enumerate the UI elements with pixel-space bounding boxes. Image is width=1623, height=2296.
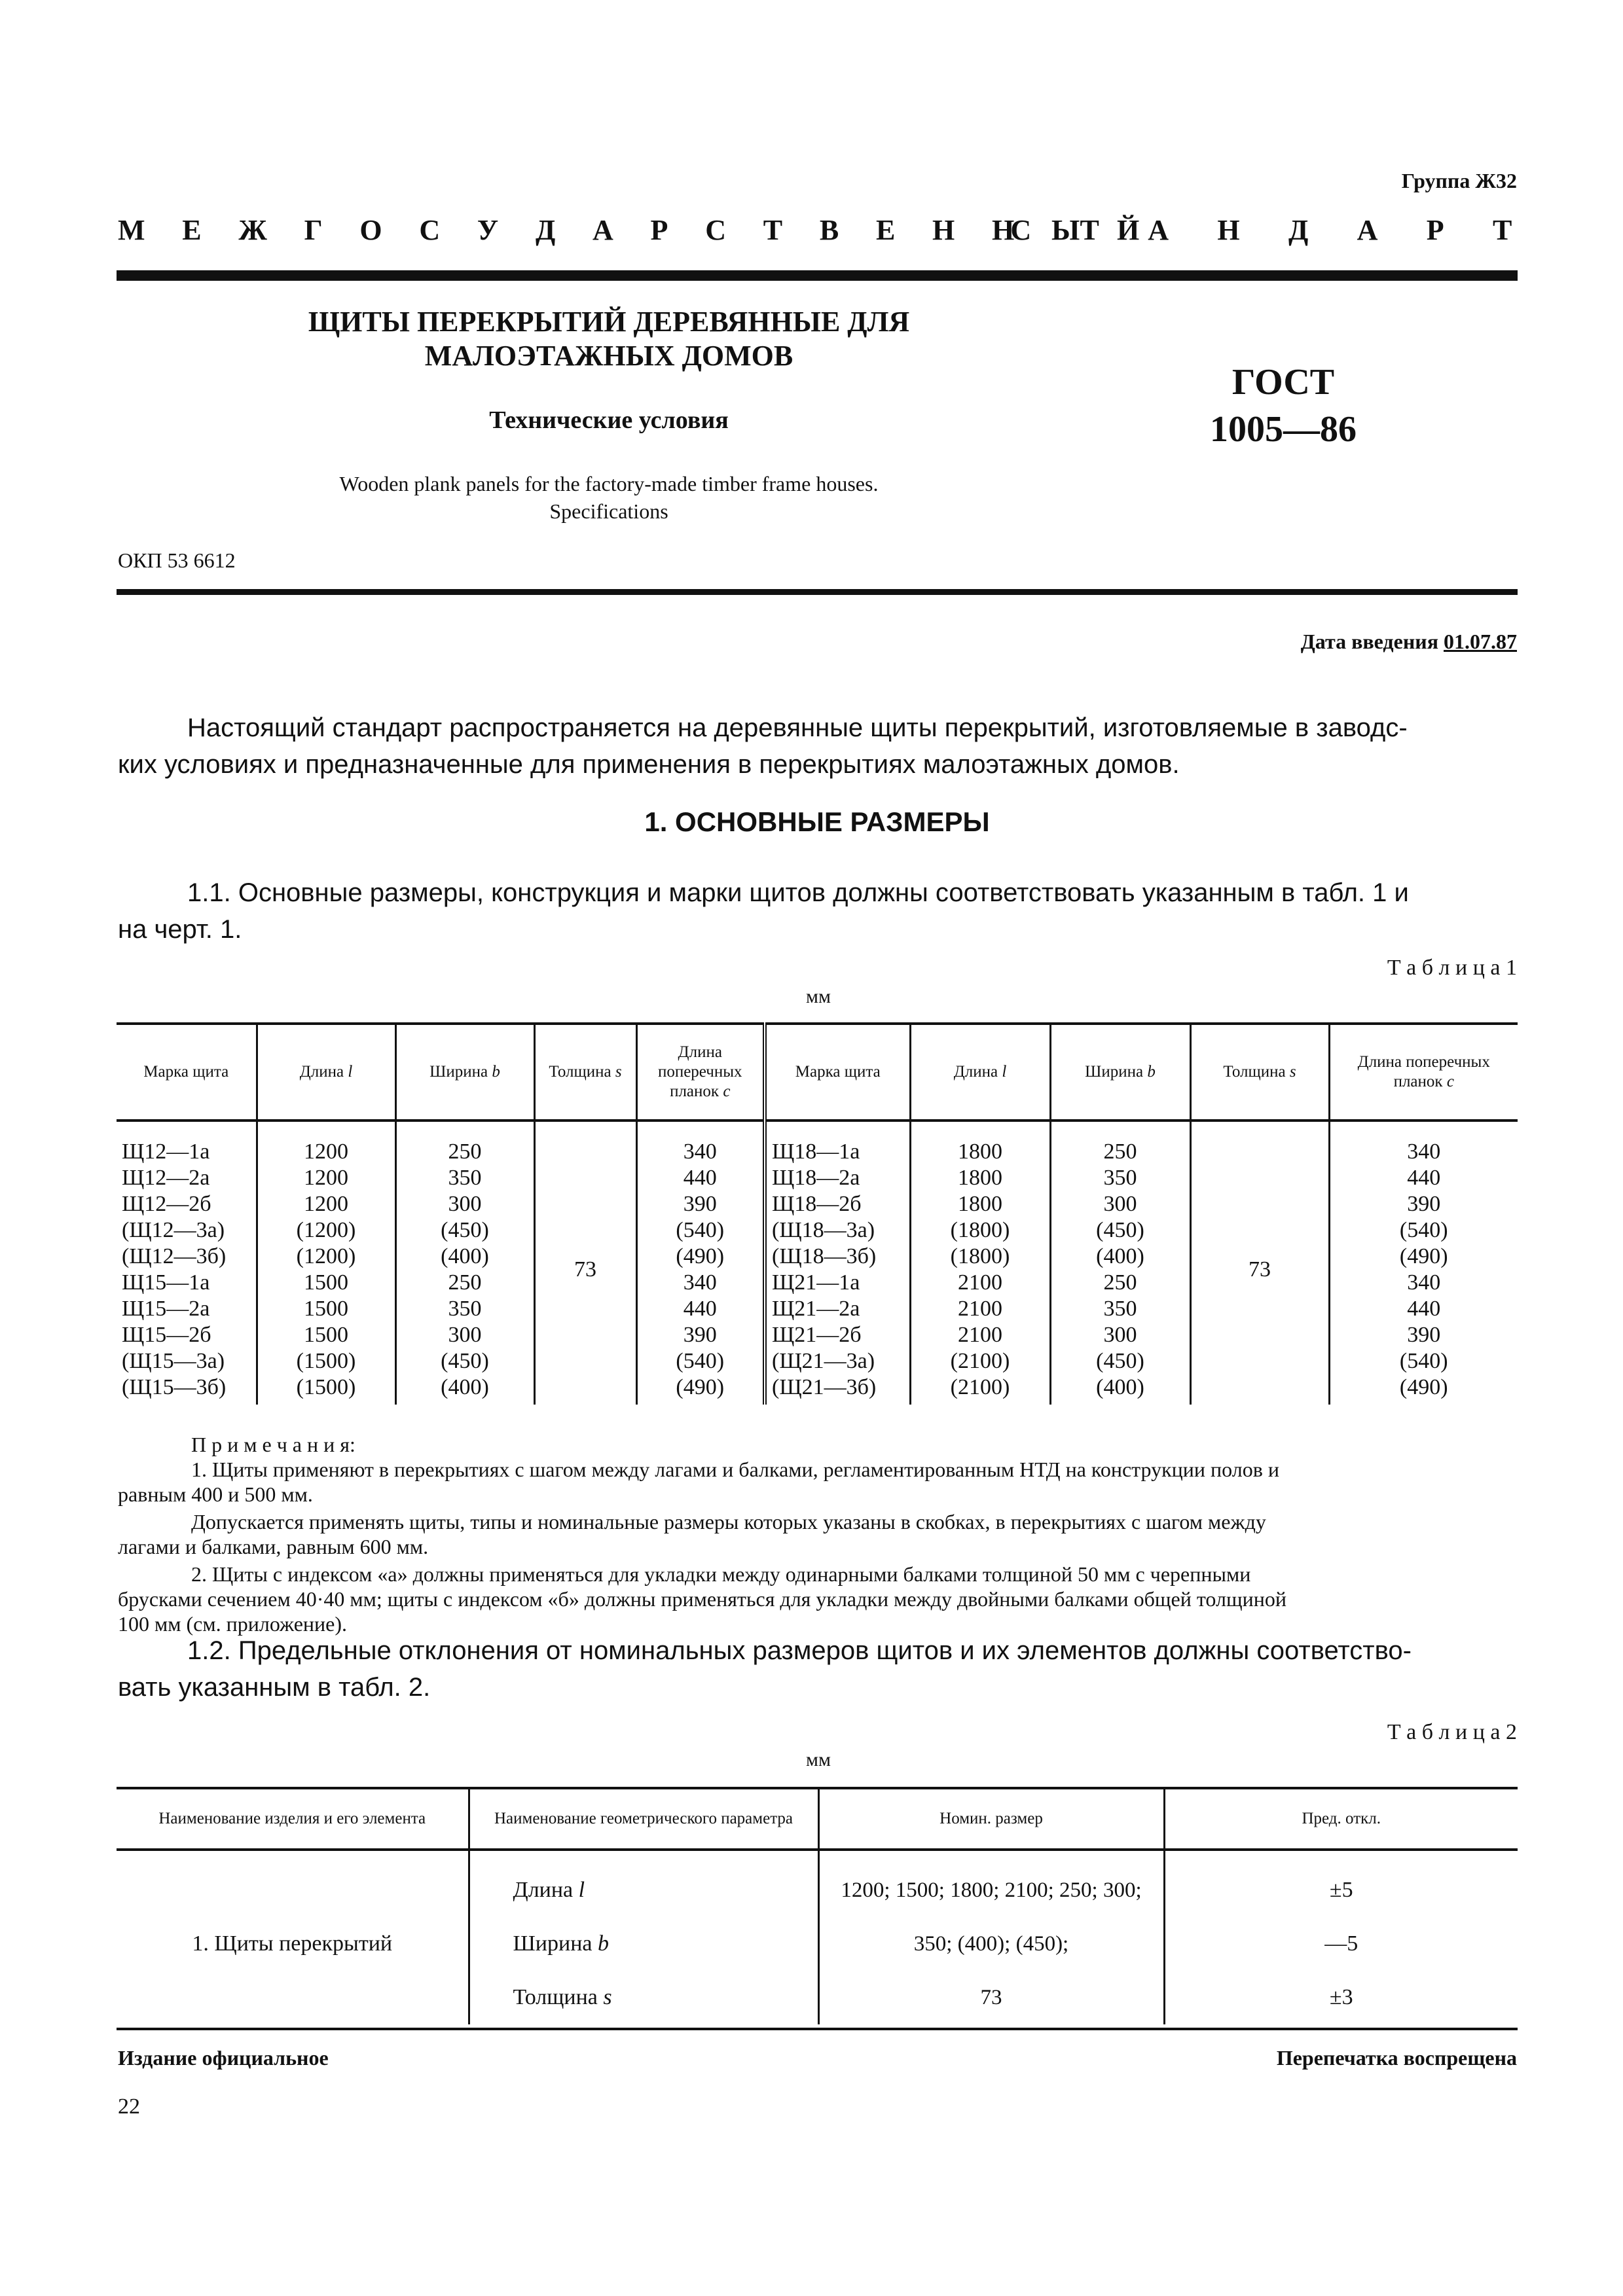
intro-line2: ких условиях и предназначенные для применения в перекрытиях малоэтажных домов. bbox=[118, 750, 1180, 779]
table1-cell: Щ12—2а bbox=[122, 1166, 210, 1190]
table1-cell: 250 bbox=[448, 1270, 482, 1295]
paragraph-1-1-line1: 1.1. Основные размеры, конструкция и марки щитов должны соответствовать указанным в табл. 1 и bbox=[187, 878, 1409, 907]
table1-header-mark-left: Марка щита bbox=[117, 1024, 257, 1121]
gost-number: 1005—86 bbox=[1210, 409, 1357, 450]
notes-title: П р и м е ч а н и я: bbox=[191, 1433, 356, 1456]
header-crossbar-word: планок bbox=[1393, 1073, 1443, 1090]
table1-cell: (400) bbox=[1096, 1244, 1144, 1268]
table1-cell: 1200 bbox=[304, 1192, 348, 1216]
note1-line2: равным 400 и 500 мм. bbox=[118, 1482, 313, 1506]
document-title bbox=[249, 305, 969, 373]
table1-cell: (490) bbox=[1399, 1244, 1448, 1268]
header-crossbar-word: планок bbox=[670, 1083, 720, 1100]
table1-cell: (1200) bbox=[296, 1244, 356, 1268]
paragraph-1-2-line2: вать указанным в табл. 2. bbox=[118, 1673, 431, 1702]
table1-header-crossbar-right bbox=[1329, 1024, 1518, 1121]
table1-cell: 2100 bbox=[958, 1270, 1002, 1295]
introduction-date-value: 01.07.87 bbox=[1444, 630, 1517, 653]
table1-cell: 390 bbox=[683, 1323, 717, 1347]
table1-cell: (450) bbox=[441, 1349, 489, 1373]
table1-cell: Щ15—2а bbox=[122, 1297, 210, 1321]
table2-param bbox=[469, 1917, 818, 1971]
header-thickness-symbol: s bbox=[615, 1063, 622, 1081]
header-width-symbol: b bbox=[1147, 1063, 1156, 1081]
header-length-word: Длина bbox=[953, 1063, 998, 1081]
table1-cell: Щ18—2а bbox=[772, 1166, 860, 1190]
page-number: 22 bbox=[118, 2094, 140, 2119]
table1-cell: (Щ18—3а) bbox=[772, 1218, 875, 1242]
header-width-word: Ширина bbox=[1085, 1063, 1144, 1081]
paragraph-1-2 bbox=[118, 1632, 1519, 1706]
header-crossbar-symbol: c bbox=[1446, 1073, 1454, 1090]
table1-cell: 390 bbox=[683, 1192, 717, 1216]
table2-header-param: Наименование геометрического параметра bbox=[469, 1788, 818, 1850]
table1-cell: 440 bbox=[683, 1297, 717, 1321]
header-thickness-symbol: s bbox=[1289, 1063, 1296, 1081]
table1-cell: Щ18—1а bbox=[772, 1139, 860, 1164]
okp-code: ОКП 53 6612 bbox=[118, 548, 236, 572]
gost-label: ГОСТ bbox=[1231, 362, 1335, 403]
table1-header-thickness-left bbox=[534, 1024, 636, 1121]
table1-cell: 1800 bbox=[958, 1192, 1002, 1216]
table1-cell: (400) bbox=[1096, 1375, 1144, 1399]
table1-cell: 300 bbox=[448, 1192, 482, 1216]
table2-nominal: 73 bbox=[818, 1971, 1164, 2024]
table1-cell: 250 bbox=[1103, 1270, 1137, 1295]
table1-cell: 2100 bbox=[958, 1323, 1002, 1347]
table1-cell: (490) bbox=[1399, 1375, 1448, 1399]
footer-reprint-prohibited: Перепечатка воспрещена bbox=[1276, 2046, 1517, 2070]
header-thickness-word: Толщина bbox=[1223, 1063, 1286, 1081]
table1-cell: Щ12—2б bbox=[122, 1192, 211, 1216]
table2-param bbox=[469, 1971, 818, 2024]
table1-cell: 390 bbox=[1407, 1192, 1441, 1216]
document-subtitle: Технические условия bbox=[489, 406, 729, 434]
document-title-line2: МАЛОЭТАЖНЫХ ДОМОВ bbox=[424, 340, 793, 372]
table1-cell: (Щ12—3а) bbox=[122, 1218, 225, 1242]
intro-line1: Настоящий стандарт распространяется на деревянные щиты перекрытий, изготовляемые в заводс- bbox=[187, 713, 1408, 742]
title-rule bbox=[117, 589, 1518, 595]
introduction-date-label: Дата введения bbox=[1300, 630, 1438, 653]
table1-cell: 440 bbox=[1407, 1297, 1441, 1321]
table1-cell: (400) bbox=[441, 1244, 489, 1268]
table1-cell: (540) bbox=[676, 1218, 725, 1242]
note2-line2: брусками сечением 40·40 мм; щиты с индексом «б» должны применяться для укладки между двойными балками общей толщиной bbox=[118, 1587, 1286, 1611]
introduction-date bbox=[1301, 630, 1517, 654]
table1-cell: Щ18—2б bbox=[772, 1192, 862, 1216]
table1-widths-right bbox=[1050, 1121, 1190, 1405]
note1b-line1: Допускается применять щиты, типы и номинальные размеры которых указаны в скобках, в перекрытиях с шагом между bbox=[191, 1510, 1266, 1534]
table1-cell: (540) bbox=[676, 1349, 725, 1373]
table1-cell: (490) bbox=[676, 1375, 725, 1399]
table1-cell: (2100) bbox=[950, 1375, 1010, 1399]
table2-param-word: Ширина bbox=[513, 1931, 593, 1956]
table1-cell: 2100 bbox=[958, 1297, 1002, 1321]
table2-nominal: 350; (400); (450); bbox=[818, 1917, 1164, 1971]
table2-unit: мм bbox=[806, 1749, 831, 1770]
document-title-line1: ЩИТЫ ПЕРЕКРЫТИЙ ДЕРЕВЯННЫЕ ДЛЯ bbox=[308, 306, 910, 338]
header-width-symbol: b bbox=[492, 1063, 500, 1081]
footer-official-edition: Издание официальное bbox=[118, 2046, 329, 2070]
table1-thickness-right: 73 bbox=[1190, 1121, 1329, 1405]
table2-header-item: Наименование изделия и его элемента bbox=[117, 1788, 469, 1850]
standard-type-right: С Т А Н Д А Р Т bbox=[1010, 214, 1533, 246]
table1-cell: 1500 bbox=[304, 1297, 348, 1321]
table1-header-width-left bbox=[395, 1024, 534, 1121]
table1-crossbars-right bbox=[1329, 1121, 1518, 1405]
table1-cell: 1200 bbox=[304, 1166, 348, 1190]
table2-caption: Т а б л и ц а 2 bbox=[1387, 1720, 1517, 1744]
table1-thickness-left: 73 bbox=[534, 1121, 636, 1405]
table1 bbox=[117, 1022, 1518, 1405]
table1-caption: Т а б л и ц а 1 bbox=[1387, 956, 1517, 980]
table1-cell: 390 bbox=[1407, 1323, 1441, 1347]
table1-cell: (540) bbox=[1399, 1349, 1448, 1373]
table1-cell: 300 bbox=[1103, 1192, 1137, 1216]
table1-lengths-right bbox=[910, 1121, 1050, 1405]
table1-cell: 300 bbox=[448, 1323, 482, 1347]
english-title bbox=[249, 470, 969, 525]
table2-header-tolerance: Пред. откл. bbox=[1302, 1810, 1381, 1827]
header-crossbar-line2 bbox=[1334, 1072, 1514, 1092]
table1-cell: 1200 bbox=[304, 1139, 348, 1164]
table1-cell: Щ15—1а bbox=[122, 1270, 210, 1295]
note2-line1: 2. Щиты с индексом «а» должны применяться для укладки между одинарными балками толщиной 50 мм с черепными bbox=[191, 1562, 1251, 1586]
table1-cell: (Щ15—3а) bbox=[122, 1349, 225, 1373]
table1-cell: (450) bbox=[441, 1218, 489, 1242]
table1-cell: (Щ12—3б) bbox=[122, 1244, 227, 1268]
table1-cell: Щ21—2а bbox=[772, 1297, 860, 1321]
table1-cell: (400) bbox=[441, 1375, 489, 1399]
table1-cell: (540) bbox=[1399, 1218, 1448, 1242]
table1-cell: 350 bbox=[1103, 1166, 1137, 1190]
table1-cell: 350 bbox=[1103, 1297, 1137, 1321]
table1-cell: (1500) bbox=[296, 1349, 356, 1373]
table1-cell: 250 bbox=[1103, 1139, 1137, 1164]
table2-param-symbol: b bbox=[597, 1931, 609, 1956]
table1-cell: Щ15—2б bbox=[122, 1323, 211, 1347]
table1-cell: (1200) bbox=[296, 1218, 356, 1242]
english-title-line1: Wooden plank panels for the factory-made timber frame houses. bbox=[339, 472, 879, 495]
table1-widths-left bbox=[395, 1121, 534, 1405]
table2-param bbox=[469, 1850, 818, 1917]
table1-cell: 350 bbox=[448, 1166, 482, 1190]
table1-cell: 1500 bbox=[304, 1270, 348, 1295]
table1-cell: (450) bbox=[1096, 1218, 1144, 1242]
table1-cell: Щ21—2б bbox=[772, 1323, 862, 1347]
table1-cell: (450) bbox=[1096, 1349, 1144, 1373]
header-crossbar-line2: поперечных bbox=[657, 1063, 742, 1081]
table1-cell: 440 bbox=[1407, 1166, 1441, 1190]
table1-header-mark-right: Марка щита bbox=[765, 1024, 910, 1121]
table2-nominal: 1200; 1500; 1800; 2100; 250; 300; bbox=[818, 1850, 1164, 1917]
table1-cell: 1800 bbox=[958, 1139, 1002, 1164]
table2-param-symbol: s bbox=[603, 1985, 612, 2009]
table1-cell: (1800) bbox=[950, 1218, 1010, 1242]
table1-cell: (1500) bbox=[296, 1375, 356, 1399]
section1-heading: 1. ОСНОВНЫЕ РАЗМЕРЫ bbox=[644, 806, 990, 837]
note1-line1: 1. Щиты применяют в перекрытиях с шагом между лагами и балками, регламентированным НТД на конструкции полов и bbox=[191, 1458, 1279, 1481]
table1-cell: (1800) bbox=[950, 1244, 1010, 1268]
header-crossbar-line1: Длина поперечных bbox=[1357, 1053, 1490, 1071]
note2-line3: 100 мм (см. приложение). bbox=[118, 1612, 348, 1636]
table2-row bbox=[117, 1850, 1518, 1917]
table1-unit: мм bbox=[806, 986, 831, 1007]
table1-lengths-left bbox=[257, 1121, 395, 1405]
header-length-word: Длина bbox=[299, 1063, 344, 1081]
header-length-symbol: l bbox=[1002, 1063, 1007, 1081]
table1-cell: 350 bbox=[448, 1297, 482, 1321]
table1-cell: 340 bbox=[1407, 1270, 1441, 1295]
table1-body-row bbox=[117, 1121, 1518, 1405]
table2-param-symbol: l bbox=[578, 1878, 585, 1902]
table1-cell: 250 bbox=[448, 1139, 482, 1164]
table1-cell: 340 bbox=[1407, 1139, 1441, 1164]
table1-header-crossbar-left bbox=[636, 1024, 765, 1121]
header-thickness-word: Толщина bbox=[549, 1063, 611, 1081]
header-crossbar-line3 bbox=[642, 1082, 759, 1102]
table1-notes bbox=[118, 1432, 1519, 1636]
table1-header-thickness-right bbox=[1190, 1024, 1329, 1121]
paragraph-1-1 bbox=[118, 874, 1519, 948]
table1-cell: Щ12—1а bbox=[122, 1139, 210, 1164]
table2-header-row bbox=[117, 1788, 1518, 1850]
table1-cell: (Щ21—3б) bbox=[772, 1375, 877, 1399]
table2-item-name: 1. Щиты перекрытий bbox=[117, 1850, 469, 2024]
table1-marks-right bbox=[765, 1121, 910, 1405]
table1-header-length-left bbox=[257, 1024, 395, 1121]
table2-param-word: Толщина bbox=[513, 1985, 598, 2009]
paragraph-1-1-line2: на черт. 1. bbox=[118, 915, 242, 944]
table1-header-row bbox=[117, 1024, 1518, 1121]
table1-cell: (Щ18—3б) bbox=[772, 1244, 877, 1268]
table1-header-width-right bbox=[1050, 1024, 1190, 1121]
table2 bbox=[117, 1787, 1518, 2024]
table1-cell: 300 bbox=[1103, 1323, 1137, 1347]
table1-cell: 440 bbox=[683, 1166, 717, 1190]
intro-paragraph bbox=[118, 709, 1519, 783]
table1-cell: (490) bbox=[676, 1244, 725, 1268]
header-crossbar-line1: Длина bbox=[678, 1043, 722, 1061]
paragraph-1-2-line1: 1.2. Предельные отклонения от номинальных размеров щитов и их элементов должны соответство- bbox=[187, 1636, 1412, 1665]
table1-cell: 340 bbox=[683, 1139, 717, 1164]
header-crossbar-symbol: c bbox=[723, 1083, 731, 1100]
header-rule bbox=[117, 270, 1518, 281]
header-width-word: Ширина bbox=[429, 1063, 488, 1081]
table1-cell: 1500 bbox=[304, 1323, 348, 1347]
table1-cell: (Щ15—3б) bbox=[122, 1375, 227, 1399]
table2-tolerance: —5 bbox=[1324, 1931, 1359, 1956]
table2-param-word: Длина bbox=[513, 1878, 574, 1902]
table2-header-nominal: Номин. размер bbox=[818, 1788, 1164, 1850]
table1-cell: 340 bbox=[683, 1270, 717, 1295]
header-length-symbol: l bbox=[348, 1063, 353, 1081]
footer-rule bbox=[117, 2028, 1518, 2030]
table1-cell: (2100) bbox=[950, 1349, 1010, 1373]
group-label: Группа Ж32 bbox=[1401, 169, 1517, 192]
gost-designation bbox=[1139, 359, 1427, 453]
table1-cell: 1800 bbox=[958, 1166, 1002, 1190]
table1-header-length-right bbox=[910, 1024, 1050, 1121]
table2-tolerance: ±5 bbox=[1329, 1878, 1353, 1902]
table1-cell: (Щ21—3а) bbox=[772, 1349, 875, 1373]
standard-type-left: М Е Ж Г О С У Д А Р С Т В Е Н Н Ы Й bbox=[118, 214, 1155, 246]
table1-marks-left bbox=[117, 1121, 257, 1405]
table2-tolerance: ±3 bbox=[1329, 1985, 1353, 2009]
table1-crossbars-left bbox=[636, 1121, 765, 1405]
english-title-line2: Specifications bbox=[549, 499, 668, 523]
note1b-line2: лагами и балками, равным 600 мм. bbox=[118, 1535, 429, 1558]
table1-cell: Щ21—1а bbox=[772, 1270, 860, 1295]
